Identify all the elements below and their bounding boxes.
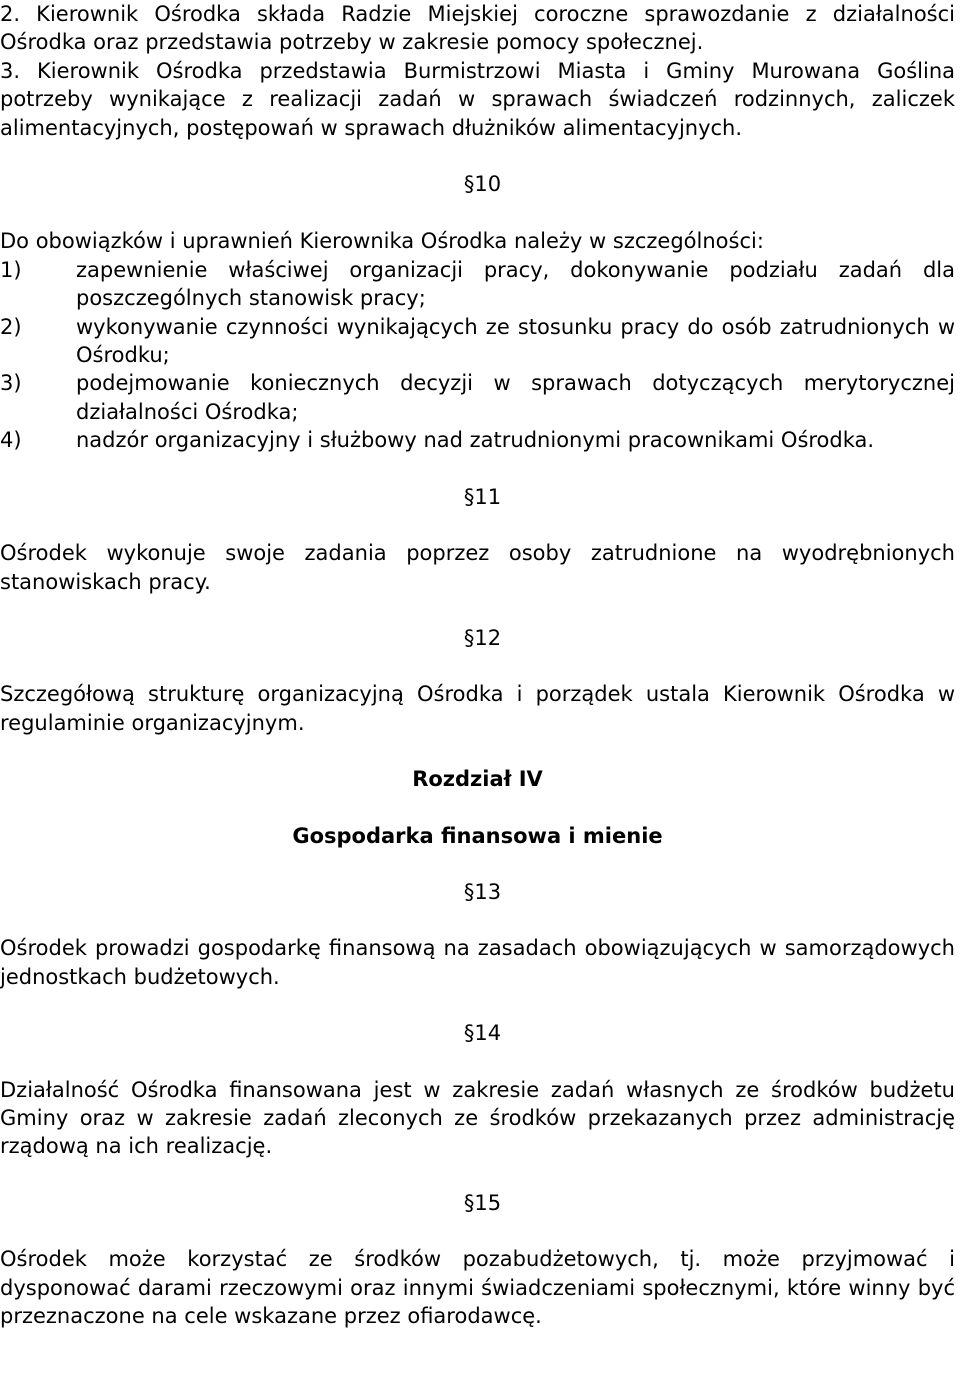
section-10-mark: §10 xyxy=(463,172,502,197)
list-item xyxy=(0,256,955,313)
section-10-list xyxy=(0,256,955,455)
section-14-text: Działalność Ośrodka finansowana jest w zakresie zadań własnych ze środków budżetu Gminy oraz w zakresie zadań zleconych ze środków przekazanych przez administrację rządową na ich realizację. xyxy=(0,1077,955,1159)
list-item-text: nadzór organizacyjny i służbowy nad zatrudnionymi pracownikami Ośrodka. xyxy=(76,428,875,453)
list-item-text: zapewnienie właściwej organizacji pracy, dokonywanie podziału zadań dla poszczególnych stanowisk pracy; xyxy=(76,257,955,311)
chapter-subtitle: Gospodarka finansowa i mienie xyxy=(292,823,663,848)
paragraph-3: 3. Kierownik Ośrodka przedstawia Burmistrzowi Miasta i Gminy Murowana Goślina potrzeby wynikające z realizacji zadań w sprawach świadczeń rodzinnych, zaliczek alimentacyjnych, postępowań w sprawach dłużników alimentacyjnych. xyxy=(0,58,955,140)
list-item-number: 4) xyxy=(0,428,22,453)
list-item-text: podejmowanie koniecznych decyzji w sprawach dotyczących merytorycznej działalności Ośrodka; xyxy=(76,371,955,424)
section-14-mark: §14 xyxy=(463,1021,502,1046)
list-item-number: 1) xyxy=(0,257,22,282)
section-11-mark: §11 xyxy=(463,484,502,509)
section-15-text: Ośrodek może korzystać ze środków pozabudżetowych, tj. może przyjmować i dysponować darami rzeczowymi oraz innymi świadczeniami społecznymi, które winny być przeznaczone na cele wskazane przez ofiarodawcę. xyxy=(0,1247,955,1328)
list-item xyxy=(0,313,955,370)
list-item-number: 2) xyxy=(0,314,22,339)
section-12-text: Szczegółową strukturę organizacyjną Ośrodka i porządek ustala Kierownik Ośrodka w regulaminie organizacyjnym. xyxy=(0,682,955,735)
section-13-text: Ośrodek prowadzi gospodarkę finansową na zasadach obowiązujących w samorządowych jednostkach budżetowych. xyxy=(0,936,955,989)
section-12-mark: §12 xyxy=(463,625,502,650)
section-13-mark: §13 xyxy=(463,879,502,904)
list-item-number: 3) xyxy=(0,371,22,396)
section-15-mark: §15 xyxy=(463,1190,502,1215)
section-11-text: Ośrodek wykonuje swoje zadania poprzez osoby zatrudnione na wyodrębnionych stanowiskach pracy. xyxy=(0,541,955,594)
list-item xyxy=(0,369,955,426)
paragraph-2: 2. Kierownik Ośrodka składa Radzie Miejskiej coroczne sprawozdanie z działalności Ośrodka oraz przedstawia potrzeby w zakresie pomocy społecznej. xyxy=(0,2,955,55)
section-10-lead: Do obowiązków i uprawnień Kierownika Ośrodka należy w szczególności: xyxy=(0,229,764,254)
list-item-text: wykonywanie czynności wynikających ze stosunku pracy do osób zatrudnionych w Ośrodku; xyxy=(76,314,955,368)
list-item xyxy=(0,426,955,454)
chapter-title: Rozdział IV xyxy=(412,767,543,792)
